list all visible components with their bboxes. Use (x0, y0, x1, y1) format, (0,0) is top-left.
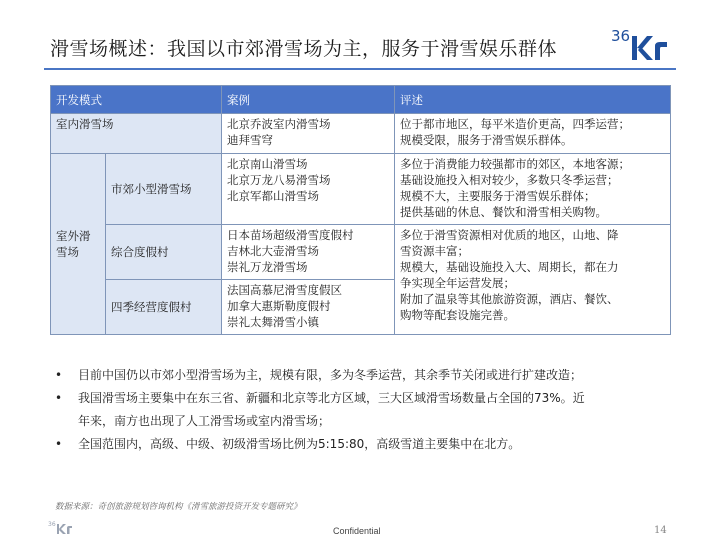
bullet-item (55, 364, 675, 387)
development-mode-table (50, 85, 671, 335)
mode-cell-indoor: 室内滑雪场 (51, 114, 222, 154)
table-row-resort (51, 225, 671, 280)
comment-line: 提供基础的休息、餐饮和滑雪相关购物。 (400, 205, 607, 219)
table-row-suburban (51, 154, 671, 225)
bullet-text: 全国范围内，高级、中级、初级滑雪场比例为5:15:80，高级雪道主要集中在北方。 (78, 437, 521, 451)
comment-line: 规模不大，主要服务于滑雪娱乐群体； (400, 189, 596, 203)
comment-line: 规模大，基础设施投入大、周期长，都在力 (400, 260, 619, 274)
comment-line: 规模受限，服务于滑雪娱乐群体。 (400, 133, 573, 147)
bullet-dot: • (55, 368, 63, 382)
cases-cell-resort (222, 225, 395, 280)
bullet-text: 我国滑雪场主要集中在东三省、新疆和北京等北方区域，三大区域滑雪场数量占全国的73%。近 (78, 391, 585, 405)
comment-line: 附加了温泉等其他旅游资源，酒店、餐饮、 (400, 292, 619, 306)
title-divider (44, 68, 676, 70)
comment-line: 购物等配套设施完善。 (400, 308, 515, 322)
case-item: 日本苗场超级滑雪度假村 (227, 228, 354, 242)
comments-cell-resort (395, 225, 671, 335)
case-item: 吉林北大壶滑雪场 (227, 244, 319, 258)
page-number: 14 (654, 525, 667, 536)
comment-line: 争实现全年运营发展； (400, 276, 515, 290)
case-item: 北京乔波室内滑雪场 (227, 117, 331, 131)
comment-line: 基础设施投入相对较少，多数只冬季运营； (400, 173, 619, 187)
table-row-indoor (51, 114, 671, 154)
case-item: 崇礼太舞滑雪小镇 (227, 315, 319, 329)
bullet-dot: • (55, 391, 63, 405)
case-item: 崇礼万龙滑雪场 (227, 260, 308, 274)
cases-cell-suburban (222, 154, 395, 225)
case-item: 迪拜雪穹 (227, 133, 273, 147)
comment-line: 多位于消费能力较强都市的郊区，本地客源； (400, 157, 630, 171)
summary-bullets (55, 364, 675, 456)
case-item: 加拿大惠斯勒度假村 (227, 299, 331, 313)
36kr-logo (610, 24, 672, 64)
comment-line: 多位于滑雪资源相对优质的地区，山地、降 (400, 228, 619, 242)
case-item: 北京军都山滑雪场 (227, 189, 319, 203)
svg-text:36: 36 (611, 27, 631, 45)
bullet-text: 目前中国仍以市郊小型滑雪场为主，规模有限，多为冬季运营，其余季节关闭或进行扩建改造； (78, 368, 583, 382)
column-header-comments: 评述 (395, 86, 671, 114)
page-title: 滑雪场概述：我国以市郊滑雪场为主，服务于滑雪娱乐群体 (50, 38, 558, 60)
submode-cell-four-season: 四季经营度假村 (106, 280, 222, 335)
mode-line: 室外滑 (56, 229, 91, 243)
bullet-item (55, 387, 675, 433)
svg-text:36: 36 (48, 521, 56, 528)
comments-cell-indoor (395, 114, 671, 154)
cases-cell-indoor (222, 114, 395, 154)
confidential-label: Confidential (333, 526, 381, 536)
submode-cell-resort: 综合度假村 (106, 225, 222, 280)
submode-cell-suburban: 市郊小型滑雪场 (106, 154, 222, 225)
case-item: 法国高慕尼滑雪度假区 (227, 283, 342, 297)
comment-line: 位于都市地区，每平米造价更高，四季运营； (400, 117, 630, 131)
footer-logo (48, 519, 74, 535)
case-item: 北京南山滑雪场 (227, 157, 308, 171)
cases-cell-four-season (222, 280, 395, 335)
column-header-mode: 开发模式 (51, 86, 222, 114)
bullet-dot: • (55, 437, 63, 451)
data-source-note: 数据来源：奇创旅游规划咨询机构《滑雪旅游投资开发专题研究》 (55, 502, 302, 512)
bullet-text: 年来，南方也出现了人工滑雪场或室内滑雪场； (78, 414, 331, 428)
comment-line: 雪资源丰富； (400, 244, 469, 258)
mode-line: 雪场 (56, 245, 79, 259)
mode-cell-outdoor (51, 154, 106, 335)
bullet-item (55, 433, 675, 456)
comments-cell-suburban (395, 154, 671, 225)
case-item: 北京万龙八易滑雪场 (227, 173, 331, 187)
table-header-row (51, 86, 671, 114)
column-header-cases: 案例 (222, 86, 395, 114)
